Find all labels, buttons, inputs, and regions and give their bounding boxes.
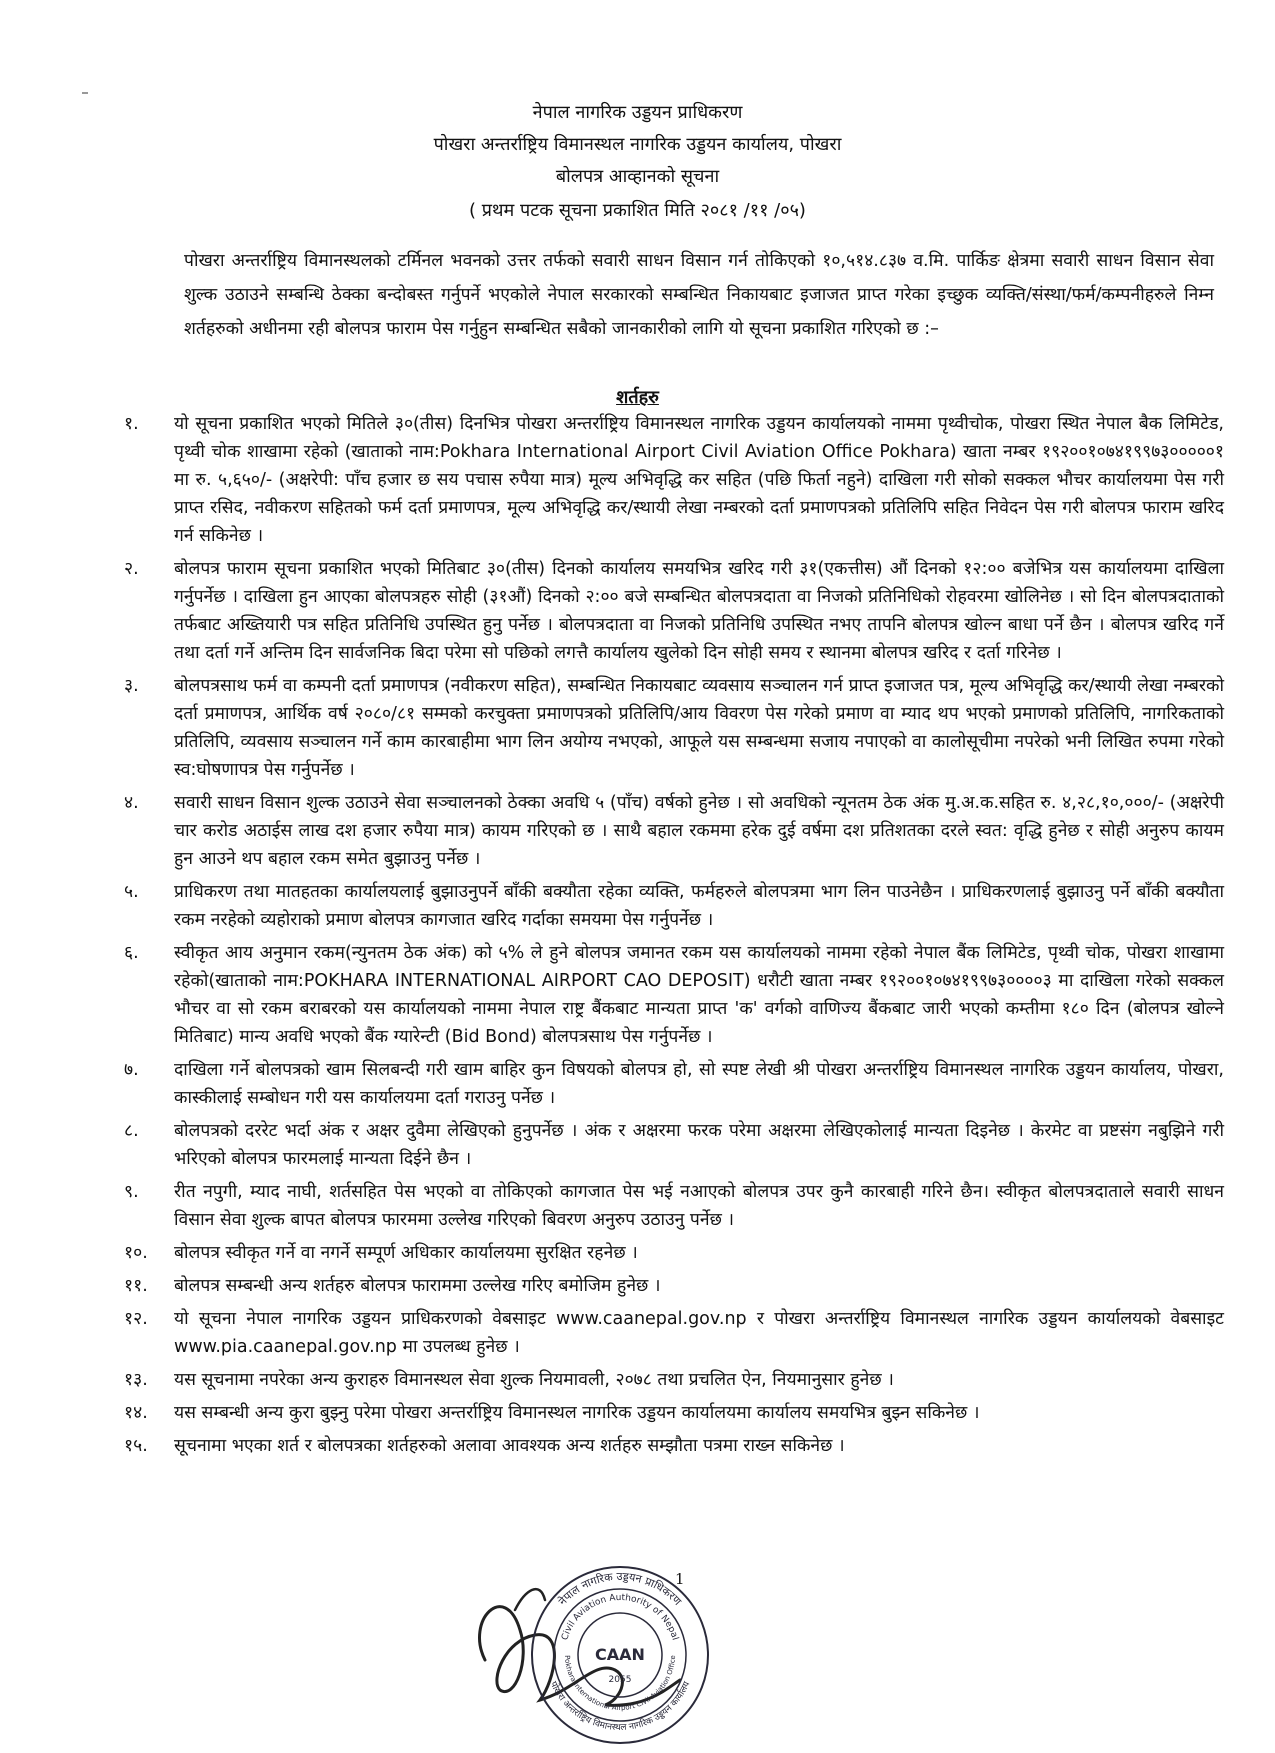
seal-text-inner-bottom: Pokhara International Airport Civil Aviation Office [562, 1655, 678, 1713]
term-item [124, 555, 1224, 667]
term-number: १२. [124, 1309, 148, 1329]
term-item [124, 1272, 1224, 1300]
term-item [124, 1305, 1224, 1361]
term-item [124, 672, 1224, 784]
seal-text-outer-top: नेपाल नागरिक उड्डयन प्राधिकरण [555, 1569, 684, 1608]
term-text: सूचनामा भएका शर्त र बोलपत्रका शर्तहरुको अलावा आवश्यक अन्य शर्तहरु सम्झौता पत्रमा राख्न सकिनेछ । [174, 1436, 845, 1456]
term-number: ७. [124, 1060, 139, 1080]
term-number: ६. [124, 943, 139, 963]
scan-mark [82, 92, 88, 94]
seal-year: 2055 [608, 1675, 632, 1685]
term-item [124, 1239, 1224, 1267]
seal-text-outer-bottom: पोखरा अन्तर्राष्ट्रिय विमानस्थल नागरिक उड्डयन कार्यालय [547, 1680, 693, 1734]
term-number: ५. [124, 882, 139, 902]
term-text: स्वीकृत आय अनुमान रकम(न्युनतम ठेक अंक) को ५% ले हुने बोलपत्र जमानत रकम यस कार्यालयको नाममा रहेको नेपाल बैंक लिमिटेड, पृथ्वी चोक, पोखरा शाखामा रहेको(खाताको नाम:POKHARA INTERNATIONAL AIRPORT CAO DEPOSIT) धरौटी खाता नम्बर १९२००१०७४१९९७३००००३ मा दाखिला गरेको सक्कल भौचर वा सो रकम बराबरको यस कार्यालयको नाममा नेपाल राष्ट्र बैंकबाट मान्यता प्राप्त 'क' वर्गको वाणिज्य बैंकबाट जारी भएको कम्तीमा १८० दिन (बोलपत्र खोल्ने मितिबाट) मान्य अवधि भएको बैंक ग्यारेन्टी (Bid Bond) बोलपत्रसाथ पेस गर्नुपर्नेछ । [174, 943, 1224, 1047]
notice-title: बोलपत्र आव्हानको सूचना [555, 166, 720, 187]
term-text: बोलपत्र फाराम सूचना प्रकाशित भएको मितिबाट ३०(तीस) दिनको कार्यालय समयभित्र खरिद गरी ३१(एकत्तीस) औं दिनको १२:०० बजेभित्र यस कार्यालयमा दाखिला गर्नुपर्नेछ । दाखिला हुन आएका बोलपत्रहरु सोही (३१औं) दिनको २:०० बजे सम्बन्धित बोलपत्रदाता वा निजको प्रतिनिधिको रोहवरमा खोलिनेछ । सो दिन बोलपत्रदाताको तर्फबाट अख्तियारी पत्र सहित प्रतिनिधि उपस्थित हुनु पर्नेछ । बोलपत्रदाता वा निजको प्रतिनिधि उपस्थित नभए तापनि बोलपत्र खोल्न बाधा पर्ने छैन । बोलपत्र खरिद गर्ने तथा दर्ता गर्ने अन्तिम दिन सार्वजनिक बिदा परेमा सो पछिको लगत्तै कार्यालय खुलेको दिन सोही समय र स्थानमा बोलपत्र खरिद र दर्ता गरिनेछ । [174, 559, 1224, 663]
term-text: यो सूचना नेपाल नागरिक उड्डयन प्राधिकरणको वेबसाइट www.caanepal.gov.np र पोखरा अन्तर्राष्ट्रिय विमानस्थल नागरिक उड्डयन कार्यालयको वेबसाइट www.pia.caanepal.gov.np मा उपलब्ध हुनेछ । [174, 1309, 1224, 1357]
term-item [124, 1178, 1224, 1234]
term-item [124, 1432, 1224, 1460]
office-name: पोखरा अन्तर्राष्ट्रिय विमानस्थल नागरिक उड्डयन कार्यालय, पोखरा [433, 134, 842, 155]
term-text: प्राधिकरण तथा मातहतका कार्यालयलाई बुझाउनुपर्ने बाँकी बक्यौता रहेका व्यक्ति, फर्महरुले बोलपत्रमा भाग लिन पाउनेछैन । प्राधिकरणलाई बुझाउनु पर्ने बाँकी बक्यौता रकम नरहेको व्यहोराको प्रमाण बोलपत्र कागजात खरिद गर्दाका समयमा पेस गर्नुपर्नेछ । [174, 882, 1224, 930]
org-name: नेपाल नागरिक उड्डयन प्राधिकरण [532, 102, 743, 123]
term-text: बोलपत्र स्वीकृत गर्ने वा नगर्ने सम्पूर्ण अधिकार कार्यालयमा सुरक्षित रहनेछ । [174, 1243, 638, 1263]
term-text: बोलपत्र सम्बन्धी अन्य शर्तहरु बोलपत्र फाराममा उल्लेख गरिए बमोजिम हुनेछ । [174, 1276, 661, 1296]
office-seal [525, 1560, 715, 1750]
term-number: ८. [124, 1121, 139, 1141]
term-text: यो सूचना प्रकाशित भएको मितिले ३०(तीस) दिनभित्र पोखरा अन्तर्राष्ट्रिय विमानस्थल नागरिक उड्डयन कार्यालयको नाममा पृथ्वीचोक, पोखरा स्थित नेपाल बैक लिमिटेड, पृथ्वी चोक शाखामा रहेको (खाताको नाम:Pokhara International Airport Civil Aviation Office Pokhara) खाता नम्बर १९२००१०७४१९९७३०००००१ मा रु. ५,६५०/- (अक्षरेपी: पाँच हजार छ सय पचास रुपैया मात्र) मूल्य अभिवृद्धि कर सहित (पछि फिर्ता नहुने) दाखिला गरी सोको सक्कल भौचर कार्यालयमा पेस गरी प्राप्त रसिद, नवीकरण सहितको फर्म दर्ता प्रमाणपत्र, मूल्य अभिवृद्धि कर/स्थायी लेखा नम्बरको दर्ता प्रमाणपत्रको प्रतिलिपि सहित निवेदन पेस गरी बोलपत्र फाराम खरिद गर्न सकिनेछ । [174, 414, 1225, 546]
term-item [124, 410, 1224, 550]
term-item [124, 1366, 1224, 1394]
svg-text:Civil Aviation Authority of Ne [560, 1593, 680, 1642]
term-item [124, 1399, 1224, 1427]
term-text: यस सम्बन्धी अन्य कुरा बुझ्नु परेमा पोखरा अन्तर्राष्ट्रिय विमानस्थल नागरिक उड्डयन कार्यालयमा कार्यालय समयभित्र बुझ्न सकिनेछ । [174, 1403, 980, 1423]
term-number: १०. [124, 1243, 148, 1263]
term-number: १५. [124, 1436, 148, 1456]
seal-logo: CAAN [595, 1645, 645, 1664]
terms-list [124, 410, 1224, 1465]
term-text: सवारी साधन विसान शुल्क उठाउने सेवा सञ्चालनको ठेक्का अवधि ५ (पाँच) वर्षको हुनेछ । सो अवधिको न्यूनतम ठेक अंक मु.अ.क.सहित रु. ४,२८,१०,०००/- (अक्षरेपी चार करोड अठाईस लाख दश हजार रुपैया मात्र) कायम गरिएको छ । साथै बहाल रकममा हरेक दुई वर्षमा दश प्रतिशतका दरले स्वत: वृद्धि हुनेछ र सोही अनुरुप कायम हुन आउने थप बहाल रकम समेत बुझाउनु पर्नेछ । [174, 793, 1224, 869]
page-number: 1 [675, 1570, 685, 1588]
publication-date: ( प्रथम पटक सूचना प्रकाशित मिति २०८१ /११ /०५) [469, 200, 806, 221]
term-item [124, 939, 1224, 1051]
term-number: १४. [124, 1403, 148, 1423]
term-text: यस सूचनामा नपरेका अन्य कुराहरु विमानस्थल सेवा शुल्क नियमावली, २०७८ तथा प्रचलित ऐन, नियमानुसार हुनेछ । [174, 1370, 894, 1390]
term-number: ३. [124, 676, 139, 696]
term-number: १३. [124, 1370, 148, 1390]
seal-text-inner-top: Civil Aviation Authority of Nepal [560, 1592, 680, 1642]
term-item [124, 1056, 1224, 1112]
term-number: १. [124, 414, 139, 434]
term-text: बोलपत्रको दररेट भर्दा अंक र अक्षर दुवैमा लेखिएको हुनुपर्नेछ । अंक र अक्षरमा फरक परेमा अक्षरमा लेखिएकोलाई मान्यता दिइनेछ । केरमेट वा प्रष्टसंग नबुझिने गरी भरिएको बोलपत्र फारमलाई मान्यता दिईने छैन । [174, 1121, 1224, 1169]
intro-paragraph: पोखरा अन्तर्राष्ट्रिय विमानस्थलको टर्मिनल भवनको उत्तर तर्फको सवारी साधन विसान गर्न तोकिएको १०,५१४.८३७ व.मि. पार्किङ क्षेत्रमा सवारी साधन विसान सेवा शुल्क उठाउने सम्बन्धि ठेक्का बन्दोबस्त गर्नुपर्ने भएकोले नेपाल सरकारको सम्बन्धित निकायबाट इजाजत प्राप्त गरेका इच्छुक व्यक्ति/संस्था/फर्म/कम्पनीहरुले निम्न शर्तहरुको अधीनमा रही बोलपत्र फाराम पेस गर्नुहुन सम्बन्धित सबैको जानकारीको लागि यो सूचना प्रकाशित गरिएको छ :– [184, 250, 1214, 339]
term-number: २. [124, 559, 139, 579]
term-number: ९. [124, 1182, 139, 1202]
terms-heading: शर्तहरु [616, 387, 659, 408]
term-text: दाखिला गर्ने बोलपत्रको खाम सिलबन्दी गरी खाम बाहिर कुन विषयको बोलपत्र हो, सो स्पष्ट लेखी श्री पोखरा अन्तर्राष्ट्रिय विमानस्थल नागरिक उड्डयन कार्यालय, पोखरा, कास्कीलाई सम्बोधन गरी यस कार्यालयमा दर्ता गराउनु पर्नेछ । [174, 1060, 1224, 1108]
term-number: ११. [124, 1276, 148, 1296]
term-number: ४. [124, 793, 139, 813]
term-item [124, 789, 1224, 873]
term-text: रीत नपुगी, म्याद नाघी, शर्तसहित पेस भएको वा तोकिएको कागजात पेस भई नआएको बोलपत्र उपर कुनै कारबाही गरिने छैन। स्वीकृत बोलपत्रदाताले सवारी साधन विसान सेवा शुल्क बापत बोलपत्र फारममा उल्लेख गरिएको बिवरण अनुरुप उठाउनु पर्नेछ । [174, 1182, 1224, 1230]
term-text: बोलपत्रसाथ फर्म वा कम्पनी दर्ता प्रमाणपत्र (नवीकरण सहित), सम्बन्धित निकायबाट व्यवसाय सञ्चालन गर्न प्राप्त इजाजत पत्र, मूल्य अभिवृद्धि कर/स्थायी लेखा नम्बरको दर्ता प्रमाणपत्र, आर्थिक वर्ष २०८०/८१ सम्मको करचुक्ता प्रमाणपत्रको प्रतिलिपि/आय विवरण पेस गरेको प्रमाण वा म्याद थप भएको प्रमाणको प्रतिलिपि, नागरिकताको प्रतिलिपि, व्यवसाय सञ्चालन गर्ने काम कारबाहीमा भाग लिन अयोग्य नभएको, आफूले यस सम्बन्धमा सजाय नपाएको वा कालोसूचीमा नपरेको भनी लिखित रुपमा गरेको स्व:घोषणापत्र पेस गर्नुपर्नेछ । [174, 676, 1224, 780]
term-item [124, 878, 1224, 934]
term-item [124, 1117, 1224, 1173]
